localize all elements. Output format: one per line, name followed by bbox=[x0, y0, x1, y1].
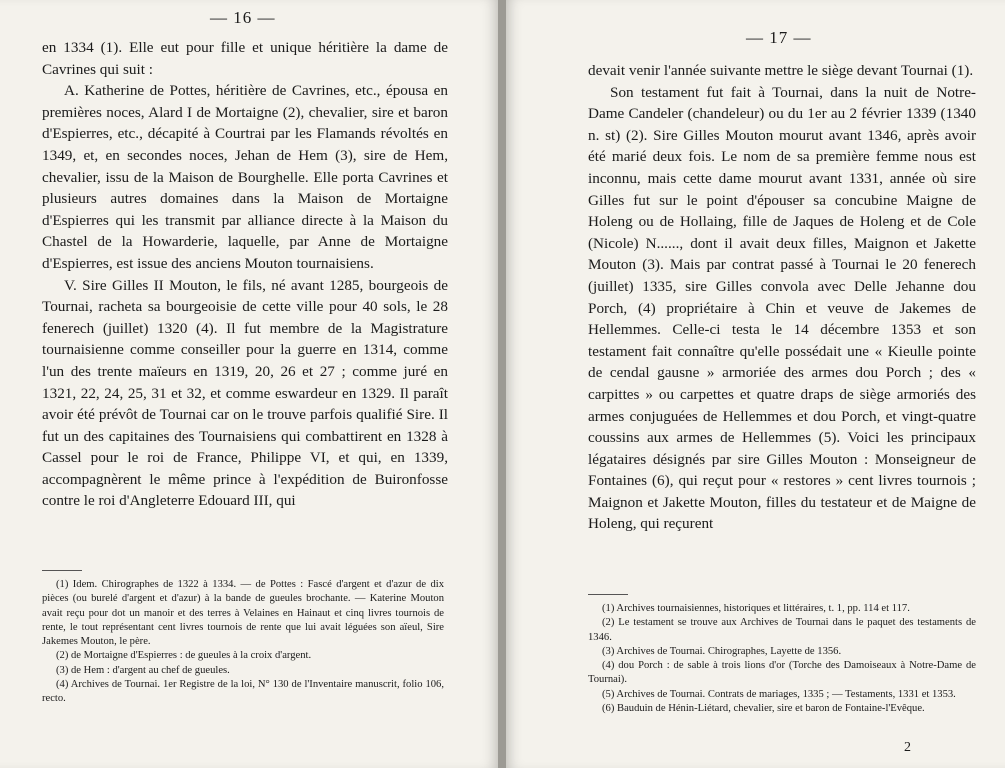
right-page bbox=[506, 0, 1005, 768]
signature-mark: 2 bbox=[904, 740, 911, 755]
page-number-left: — 16 — bbox=[210, 8, 276, 27]
paragraph: en 1334 (1). Elle eut pour fille et unique héritière la dame de Cavrines qui suit : bbox=[42, 39, 448, 78]
body-text-right bbox=[588, 60, 976, 535]
footnote: (6) Bauduin de Hénin-Liétard, chevalier, sire et baron de Fontaine-l'Evêque. bbox=[602, 703, 925, 715]
left-page bbox=[0, 0, 498, 768]
footnote-rule bbox=[42, 570, 82, 571]
footnote: (3) de Hem : d'argent au chef de gueules. bbox=[56, 664, 230, 676]
footnote-rule bbox=[588, 594, 628, 595]
book-gutter bbox=[498, 0, 506, 768]
footnote: (2) de Mortaigne d'Espierres : de gueules à la croix d'argent. bbox=[56, 650, 312, 662]
footnote: (4) Archives de Tournai. 1er Registre de la loi, N° 130 de l'Inventaire manuscrit, folio 106, recto. bbox=[42, 679, 444, 705]
footnote: (1) Idem. Chirographes de 1322 à 1334. — de Pottes : Fascé d'argent et d'azur de dix pièces (ou burelé d'argent et d'azur) à la bande de gueules brochante. — Katerine Mouton avait reçu pour dot un manoir et des terres à Velaines en Hainaut et cinq livres tournois de rente, le tout représentant cent livres tournois de rente que lui avait léguées son aïeul, Sire Jakemes Mouton, le père. bbox=[42, 579, 444, 648]
footnote: (4) dou Porch : de sable à trois lions d'or (Torche des Damoiseaux à Notre-Dame de Tournai). bbox=[588, 660, 976, 686]
page-number-right: — 17 — bbox=[746, 28, 812, 47]
footnote: (3) Archives de Tournai. Chirographes, Layette de 1356. bbox=[602, 645, 842, 657]
footnote: (2) Le testament se trouve aux Archives de Tournai dans le paquet des testaments de 1346. bbox=[588, 617, 976, 643]
footnotes-left bbox=[42, 578, 444, 707]
footnote: (1) Archives tournaisiennes, historiques et littéraires, t. 1, pp. 114 et 117. bbox=[602, 603, 910, 614]
footnotes-right bbox=[588, 602, 976, 716]
footnote: (5) Archives de Tournai. Contrats de mariages, 1335 ; — Testaments, 1331 et 1353. bbox=[602, 688, 956, 700]
paragraph: devait venir l'année suivante mettre le siège devant Tournai (1). bbox=[588, 62, 974, 79]
body-text-left bbox=[42, 37, 448, 512]
paragraph: V. Sire Gilles II Mouton, le fils, né avant 1285, bourgeois de Tournai, racheta sa bourgeoisie de cette ville pour 40 sols, le 28 fenerech (juillet) 1320 (4). Il fut membre de la Magistrature tournaisienne comme conseiller pour la guerre en 1314, comme l'un des trente maïeurs en 1319, 20, 26 et 27 ; comme juré en 1321, 22, 24, 25, 31 et 32, et comme eswardeur en 1329. Il paraît avoir été prévôt de Tournai car on le trouve parfois qualifié Sire. Il fut un des capitaines des Tournaisiens qui combattirent en 1328 à Cassel pour le roi de France, Philippe VI, et qui, en 1339, accompagnèrent le même prince à l'expédition de Buironfosse contre le roi d'Angleterre Edouard III, qui bbox=[42, 276, 448, 510]
paragraph: Son testament fut fait à Tournai, dans la nuit de Notre-Dame Candeler (chandeleur) ou du 1er au 2 février 1339 (1340 n. st) (2). Sire Gilles Mouton mourut avant 1346, après avoir été marié deux fois. Le nom de sa première femme nous est inconnu, mais cette dame mourut avant 1331, année où sire Gilles fut sur le point d'épouser sa concubine Maigne de Holeng ou de Hollaing, fille de Jaques de Holeng et de Cole (Nicole) N......, dont il avait deux filles, Maignon et Jakette Mouton (3). Mais par contrat passé à Tournai le 20 fenerech (juillet) 1335, sire Gilles convola avec Delle Jehanne dou Porch, (4) propriétaire à Chin et veuve de Jakemes de Hellemmes. Celle-ci testa le 14 décembre 1353 et son testament fait connaître qu'elle possédait une « Kieulle pointe de cendal gausne » armoriée des armes dou Porch ; des « carpittes » ou carpettes et quatre draps de siège armoriés des armes conjuguées de Hellemmes et dou Porch, et vingt-quatre coussins aux armes de Hellemmes (5). Voici les principaux légataires désignés par sire Gilles Mouton : Monseigneur de Fontaines (6), qui reçut pour « restores » cent livres tournois ; Maignon et Jakette Mouton, filles du testateur et de Maigne de Holeng, qui reçurent bbox=[588, 83, 976, 533]
paragraph: A. Katherine de Pottes, héritière de Cavrines, etc., épousa en premières noces, Alard I de Mortaigne (2), chevalier, sire et baron d'Espierres, etc., décapité à Courtrai par les Flamands révoltés en 1349, et, en secondes noces, Jehan de Hem (3), sire de Hem, chevalier, issu de la Maison de Bourghelle. Elle porta Cavrines et plusieurs autres domaines dans la Maison de Mortaigne d'Espierres qui les transmit par alliance directe à la Maison du Chastel de la Howarderie, laquelle, par Anne de Mortaigne d'Espierres, est issue des anciens Mouton tournaisiens. bbox=[42, 82, 448, 272]
